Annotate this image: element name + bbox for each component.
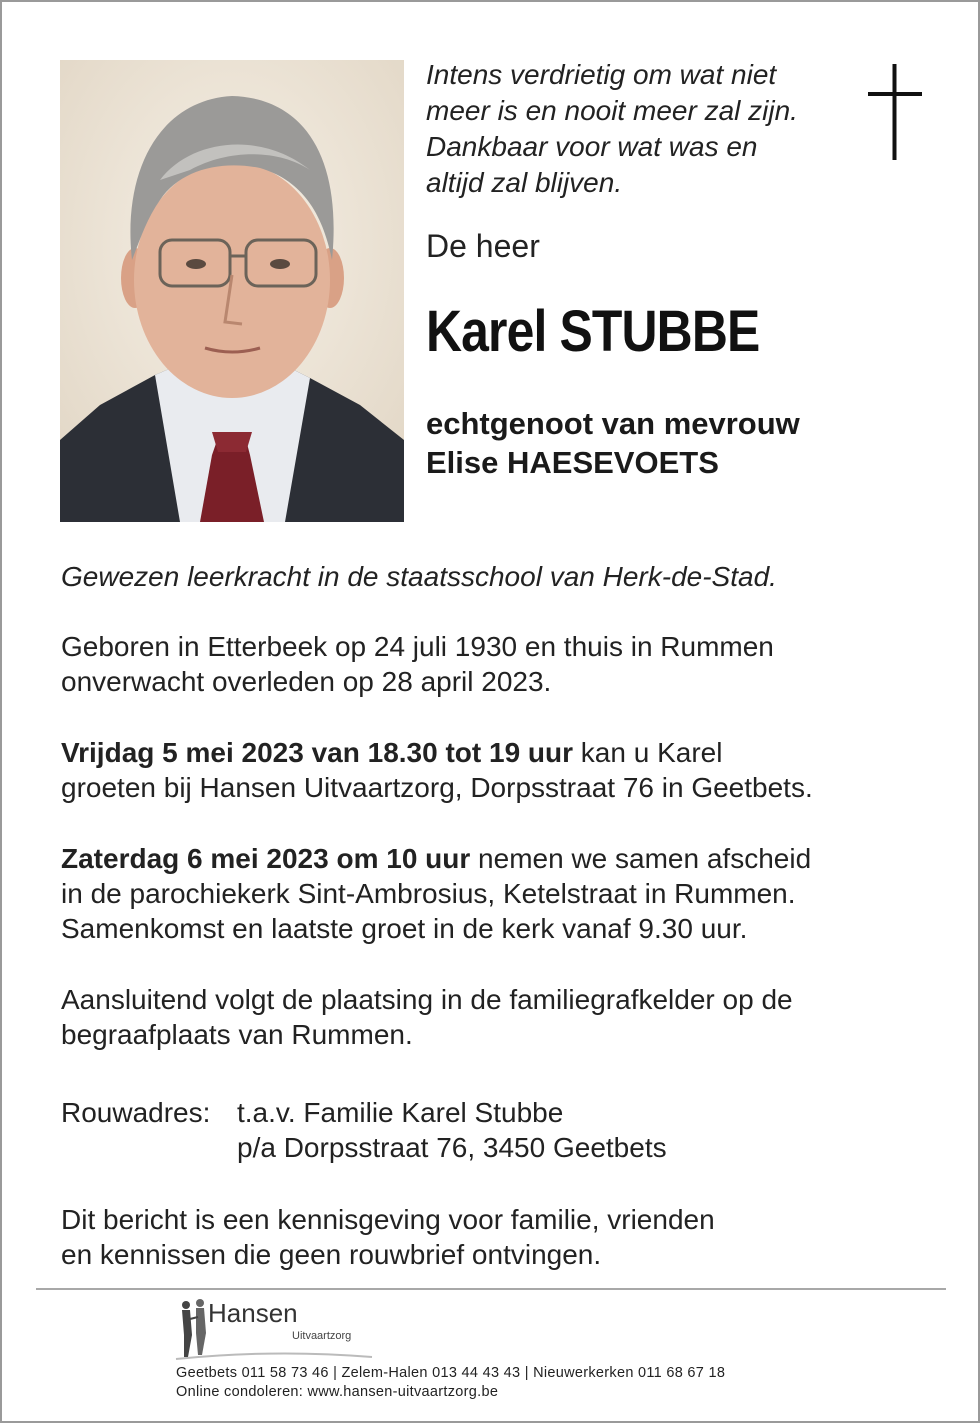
- funeral-location: in de parochiekerk Sint-Ambrosius, Ketelstraat in Rummen.: [61, 878, 796, 909]
- honorific: De heer: [426, 228, 540, 264]
- notice-line: en kennissen die geen rouwbrief ontvingen.: [61, 1239, 602, 1270]
- funeral: [61, 841, 931, 946]
- death-line: onverwacht overleden op 28 april 2023.: [61, 666, 552, 697]
- footer-phones: Geetbets 011 58 73 46 | Zelem-Halen 013 44 43 43 | Nieuwerkerken 011 68 67 18: [176, 1365, 726, 1381]
- spouse-info: [426, 404, 800, 482]
- cross-icon: [868, 64, 924, 160]
- portrait-illustration: [60, 60, 404, 522]
- birth-death: [61, 629, 931, 699]
- address-line: t.a.v. Familie Karel Stubbe: [237, 1097, 564, 1128]
- birth-line: Geboren in Etterbeek op 24 juli 1930 en thuis in Rummen: [61, 631, 774, 662]
- deceased-name: Karel STUBBE: [426, 299, 760, 364]
- footer-website: Online condoleren: www.hansen-uitvaartzorg.be: [176, 1384, 499, 1400]
- portrait-photo: [60, 60, 404, 522]
- visitation: [61, 735, 931, 805]
- poem-line: Dankbaar voor wat was en: [426, 131, 758, 162]
- spouse-line: Elise HAESEVOETS: [426, 445, 719, 480]
- logo-subtitle: Uitvaartzorg: [292, 1330, 352, 1342]
- burial: [61, 982, 931, 1052]
- visitation-date: Vrijdag 5 mei 2023 van 18.30 tot 19 uur: [61, 737, 574, 768]
- logo-name: Hansen: [208, 1298, 298, 1328]
- poem-line: Intens verdrietig om wat niet: [426, 59, 777, 90]
- notice: [61, 1202, 931, 1272]
- visitation-text: kan u Karel: [573, 737, 723, 768]
- address-line: p/a Dorpsstraat 76, 3450 Geetbets: [237, 1132, 667, 1163]
- visitation-location: groeten bij Hansen Uitvaartzorg, Dorpsstraat 76 in Geetbets.: [61, 772, 813, 803]
- address-label: Rouwadres:: [61, 1097, 211, 1128]
- funeral-text: nemen we samen afscheid: [470, 843, 812, 874]
- poem-line: altijd zal blijven.: [426, 167, 623, 198]
- funeral-gathering: Samenkomst en laatste groet in de kerk vanaf 9.30 uur.: [61, 913, 748, 944]
- poem: [426, 57, 846, 201]
- notice-line: Dit bericht is een kennisgeving voor familie, vrienden: [61, 1204, 715, 1235]
- burial-line: begraafplaats van Rummen.: [61, 1019, 413, 1050]
- burial-line: Aansluitend volgt de plaatsing in de familiegrafkelder op de: [61, 984, 793, 1015]
- spouse-line: echtgenoot van mevrouw: [426, 406, 800, 441]
- footer: [176, 1364, 725, 1402]
- mourning-address: [61, 1095, 931, 1165]
- divider: [36, 1288, 946, 1290]
- funeral-date: Zaterdag 6 mei 2023 om 10 uur: [61, 843, 471, 874]
- occupation: Gewezen leerkracht in de staatsschool van Herk-de-Stad.: [61, 561, 777, 592]
- poem-line: meer is en nooit meer zal zijn.: [426, 95, 798, 126]
